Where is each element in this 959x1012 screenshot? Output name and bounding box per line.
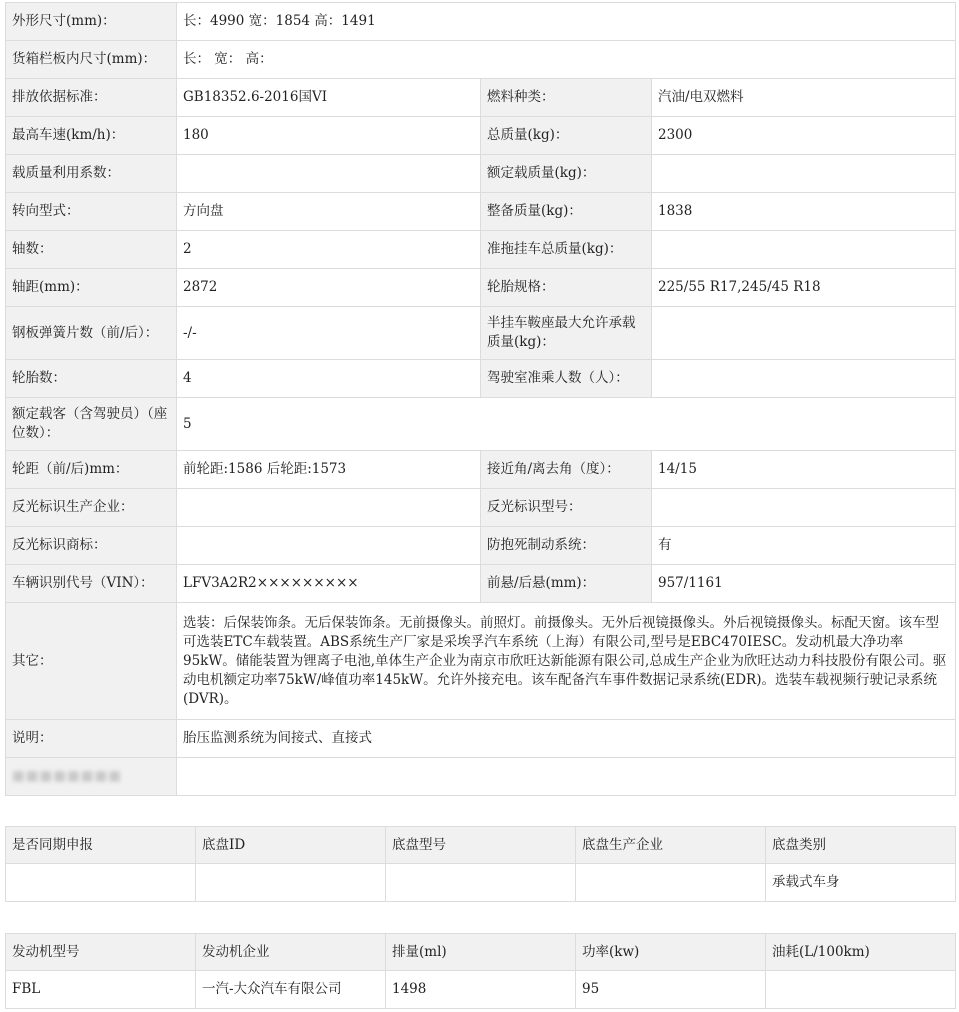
spec-value xyxy=(177,489,481,527)
spec-value: 汽油/电双燃料 xyxy=(652,79,956,117)
column-header: 排量(ml) xyxy=(386,934,576,971)
spec-value xyxy=(652,489,956,527)
spec-row-redacted xyxy=(6,758,956,796)
table-cell xyxy=(196,864,386,902)
spec-value: 14/15 xyxy=(652,451,956,489)
spec-row-cargo-dimensions xyxy=(6,41,956,79)
spec-label: 反光标识商标： xyxy=(6,527,177,565)
spec-row xyxy=(6,451,956,489)
table-cell xyxy=(6,864,196,902)
spec-row xyxy=(6,269,956,307)
spec-label: 载质量利用系数： xyxy=(6,155,177,193)
spec-row-other xyxy=(6,603,956,720)
spec-value: 180 xyxy=(177,117,481,155)
spec-value: 有 xyxy=(652,527,956,565)
spec-value xyxy=(177,155,481,193)
chassis-row xyxy=(6,864,956,902)
spec-row xyxy=(6,527,956,565)
spec-value: 4 xyxy=(177,360,481,398)
spec-label: 整备质量(kg)： xyxy=(481,193,652,231)
spec-row-seats xyxy=(6,398,956,451)
spec-value xyxy=(652,155,956,193)
spec-label: 外形尺寸(mm)： xyxy=(6,3,177,41)
table-cell: 一汽-大众汽车有限公司 xyxy=(196,971,386,1009)
spec-label: 额定载质量(kg)： xyxy=(481,155,652,193)
spec-label: 额定载客（含驾驶员）（座位数）： xyxy=(6,398,177,451)
column-header: 底盘生产企业 xyxy=(576,827,766,864)
spec-label: 轮距（前/后)mm： xyxy=(6,451,177,489)
spec-row xyxy=(6,307,956,360)
table-cell xyxy=(576,864,766,902)
column-header: 底盘型号 xyxy=(386,827,576,864)
spec-value: 957/1161 xyxy=(652,565,956,603)
spec-label: 货箱栏板内尺寸(mm)： xyxy=(6,41,177,79)
spec-value: GB18352.6-2016国VI xyxy=(177,79,481,117)
spec-value: -/- xyxy=(177,307,481,360)
table-cell xyxy=(386,864,576,902)
spec-row xyxy=(6,79,956,117)
spec-label: 车辆识别代号（VIN）： xyxy=(6,565,177,603)
table-cell: 95 xyxy=(576,971,766,1009)
spec-label: 其它： xyxy=(6,603,177,720)
spec-row xyxy=(6,360,956,398)
spec-value: 长：4990 宽：1854 高：1491 xyxy=(177,3,956,41)
spec-value: 胎压监测系统为间接式、直接式 xyxy=(177,720,956,758)
spec-label: 反光标识型号： xyxy=(481,489,652,527)
spec-row-dimensions xyxy=(6,3,956,41)
spec-label: 燃料种类： xyxy=(481,79,652,117)
column-header: 底盘类别 xyxy=(766,827,956,864)
spec-value: 长： 宽： 高： xyxy=(177,41,956,79)
spec-value: 选装：后保装饰条。无后保装饰条。无前摄像头。前照灯。前摄像头。无外后视镜摄像头。外后视镜摄像头。标配天窗。该车型可选装ETC车载装置。ABS系统生产厂家是采埃孚汽车系统（上海）有限公司,型号是EBC470IESC。发动机最大净功率95kW。储能装置为锂离子电池,单体生产企业为南京市欣旺达新能源有限公司,总成生产企业为欣旺达动力科技股份有限公司。驱动电机额定功率75kW/峰值功率145kW。允许外接充电。该车配备汽车事件数据记录系统(EDR)。选装车载视频行驶记录系统(DVR)。 xyxy=(177,603,956,720)
chassis-header-row xyxy=(6,827,956,864)
table-cell: 承载式车身 xyxy=(766,864,956,902)
table-cell xyxy=(766,971,956,1009)
engine-table xyxy=(5,933,956,1009)
table-cell: 1498 xyxy=(386,971,576,1009)
spec-value: 2300 xyxy=(652,117,956,155)
spec-row xyxy=(6,155,956,193)
spec-label: 驾驶室准乘人数（人）： xyxy=(481,360,652,398)
spec-label: 轴数： xyxy=(6,231,177,269)
spec-row-note xyxy=(6,720,956,758)
spec-value xyxy=(652,360,956,398)
spec-label: 防抱死制动系统： xyxy=(481,527,652,565)
spec-value xyxy=(177,758,956,796)
spec-value: 1838 xyxy=(652,193,956,231)
spec-value: 2872 xyxy=(177,269,481,307)
column-header: 油耗(L/100km) xyxy=(766,934,956,971)
table-cell: FBL xyxy=(6,971,196,1009)
spec-label: 半挂车鞍座最大允许承载质量(kg)： xyxy=(481,307,652,360)
spec-value: 2 xyxy=(177,231,481,269)
spec-label: 准拖挂车总质量(kg)： xyxy=(481,231,652,269)
redacted-label: ■■■■■■■■ xyxy=(6,758,177,796)
spec-value xyxy=(177,527,481,565)
spec-value: 前轮距:1586 后轮距:1573 xyxy=(177,451,481,489)
spec-value: 方向盘 xyxy=(177,193,481,231)
spec-row xyxy=(6,193,956,231)
spec-value: LFV3A2R2××××××××× xyxy=(177,565,481,603)
spec-row xyxy=(6,565,956,603)
spec-label: 说明： xyxy=(6,720,177,758)
chassis-table xyxy=(5,826,956,902)
spec-value xyxy=(652,231,956,269)
spec-label: 钢板弹簧片数（前/后）： xyxy=(6,307,177,360)
column-header: 发动机企业 xyxy=(196,934,386,971)
vehicle-spec-table xyxy=(5,2,956,796)
spec-label: 总质量(kg)： xyxy=(481,117,652,155)
spec-label: 反光标识生产企业： xyxy=(6,489,177,527)
column-header: 底盘ID xyxy=(196,827,386,864)
spec-label: 排放依据标准： xyxy=(6,79,177,117)
engine-row xyxy=(6,971,956,1009)
spec-value xyxy=(652,307,956,360)
column-header: 发动机型号 xyxy=(6,934,196,971)
spec-label: 轮胎规格： xyxy=(481,269,652,307)
spec-value: 225/55 R17,245/45 R18 xyxy=(652,269,956,307)
spec-label: 轮胎数： xyxy=(6,360,177,398)
spec-label: 接近角/离去角（度）： xyxy=(481,451,652,489)
spec-row xyxy=(6,489,956,527)
spec-value: 5 xyxy=(177,398,956,451)
column-header: 是否同期申报 xyxy=(6,827,196,864)
spec-label: 前悬/后悬(mm)： xyxy=(481,565,652,603)
engine-header-row xyxy=(6,934,956,971)
spec-row xyxy=(6,231,956,269)
spec-label: 轴距(mm)： xyxy=(6,269,177,307)
spec-row xyxy=(6,117,956,155)
spec-label: 最高车速(km/h)： xyxy=(6,117,177,155)
spec-label: 转向型式： xyxy=(6,193,177,231)
column-header: 功率(kw) xyxy=(576,934,766,971)
